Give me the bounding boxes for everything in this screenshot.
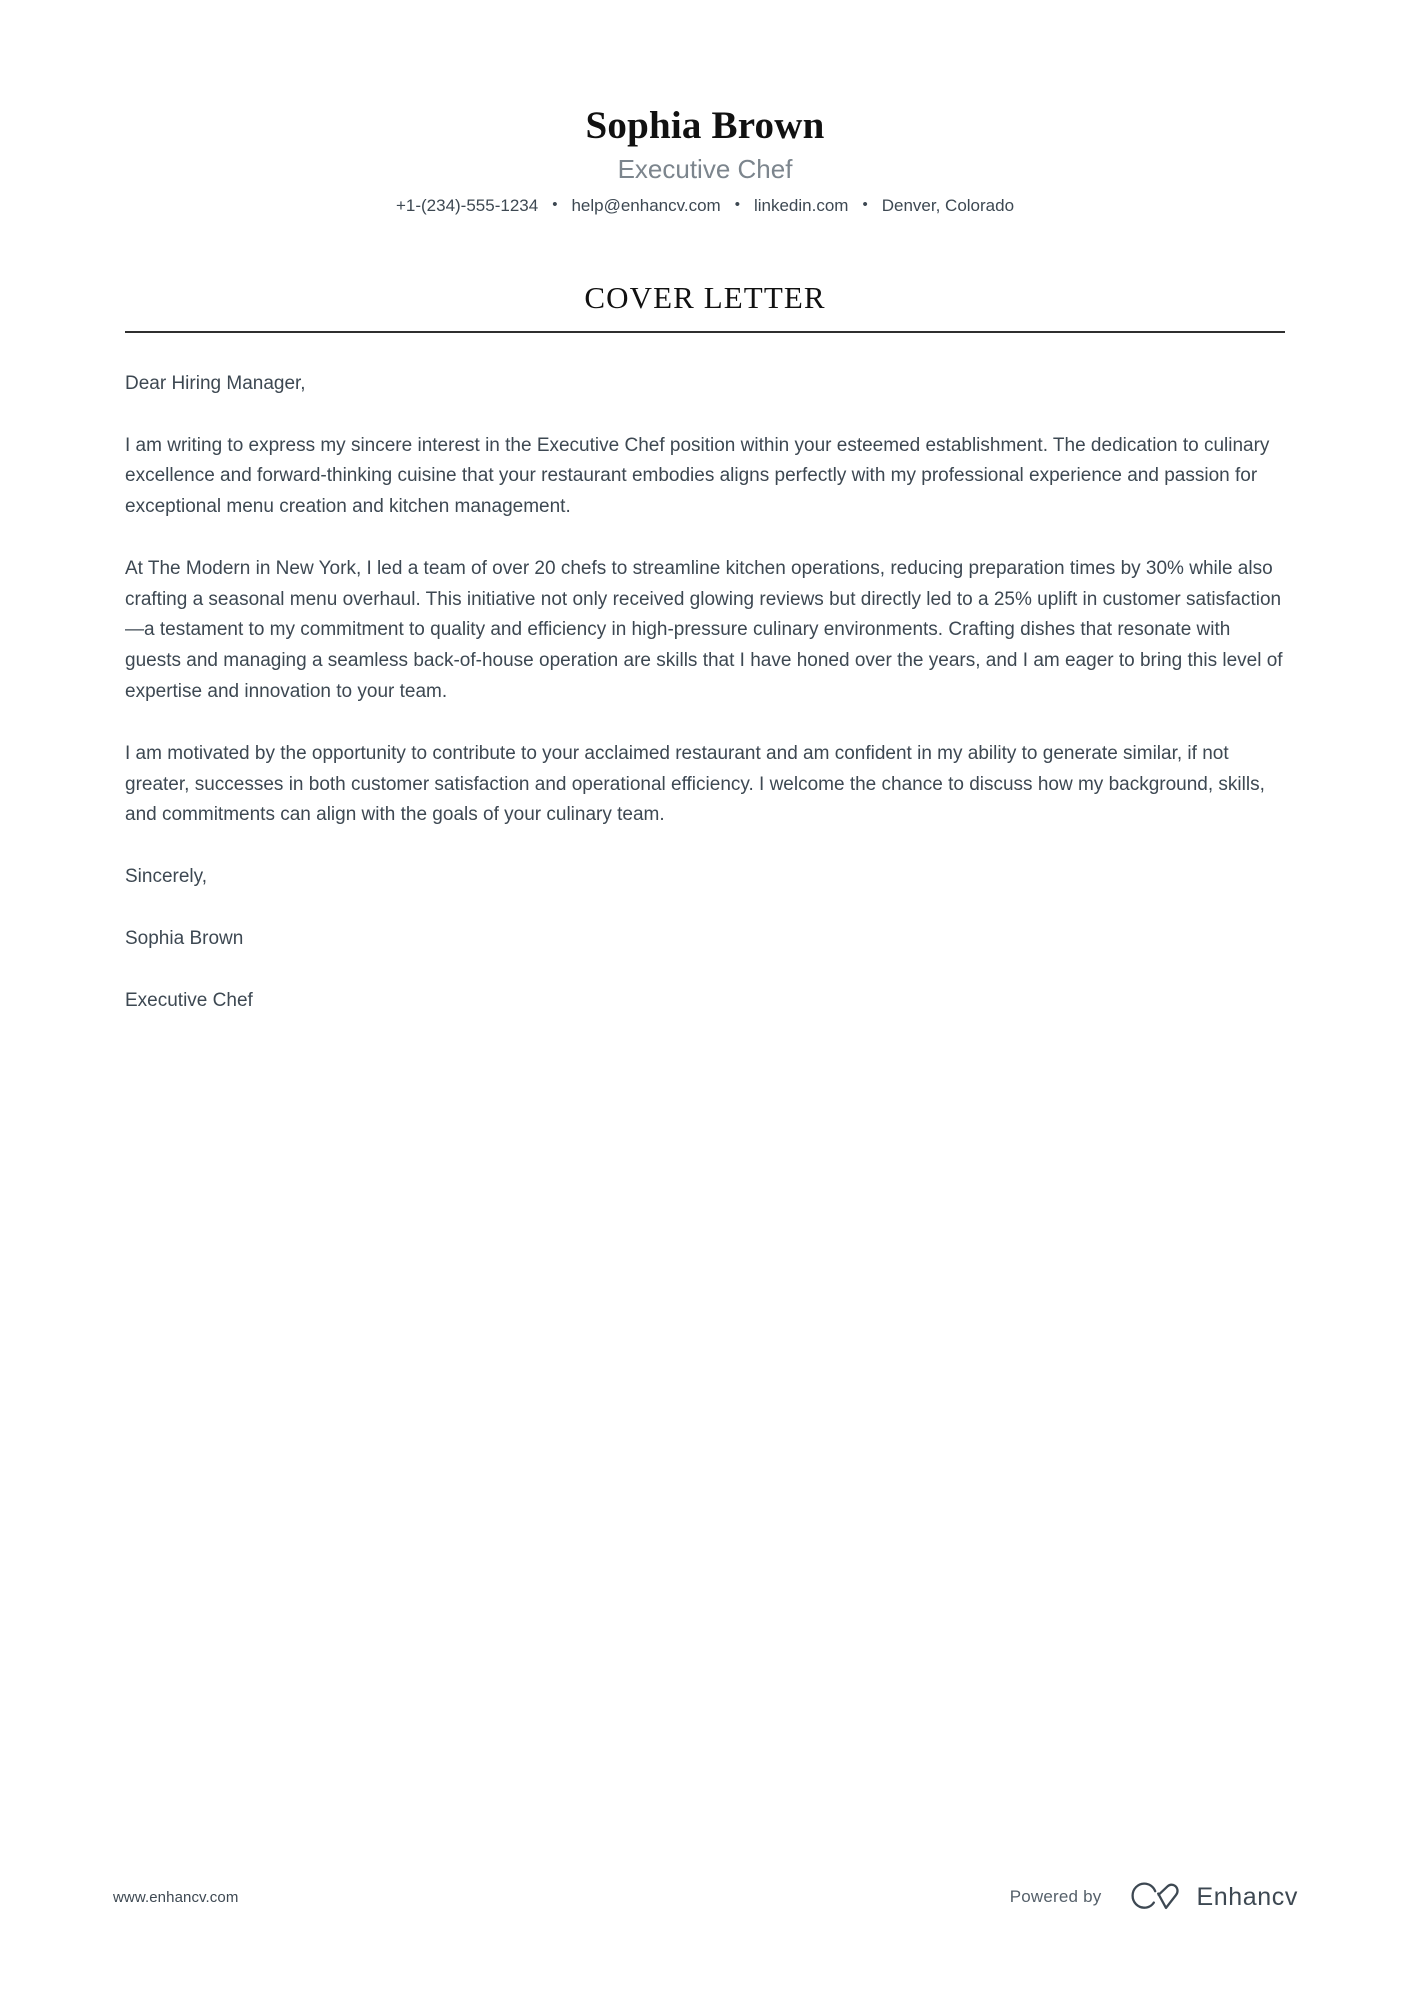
- enhancv-logo-icon: [1128, 1881, 1182, 1913]
- contact-separator-2: •: [734, 196, 740, 214]
- job-title: Executive Chef: [617, 153, 793, 184]
- contact-email[interactable]: help@enhancv.com: [571, 195, 721, 215]
- powered-by-block: [1010, 1881, 1298, 1913]
- footer-website-link[interactable]: www.enhancv.com: [113, 1888, 239, 1906]
- contact-line: [0, 195, 1410, 217]
- enhancv-brand-name: Enhancv: [1196, 1882, 1298, 1911]
- contact-separator-1: •: [552, 196, 558, 214]
- section-title: COVER LETTER: [584, 279, 826, 315]
- letter-paragraph: At The Modern in New York, I led a team of over 20 chefs to streamline kitchen operations, reducing preparation times by 30% while also crafting a seasonal menu overhaul. This initiative not only received glowing reviews but directly led to a 25% uplift in customer satisfaction—a testament to my commitment to quality and efficiency in high-pressure culinary environments. Crafting dishes that resonate with guests and managing a seamless back-of-house operation are skills that I have honed over the years, and I am eager to bring this level of expertise and innovation to your team.: [125, 557, 1283, 702]
- signature-title: Executive Chef: [125, 989, 253, 1011]
- enhancv-brand[interactable]: [1128, 1881, 1299, 1913]
- document-header: [0, 0, 1410, 217]
- powered-by-label: Powered by: [1009, 1887, 1102, 1906]
- signature-name: Sophia Brown: [125, 927, 244, 949]
- document-footer: [0, 1877, 1410, 1917]
- letter-paragraph: I am motivated by the opportunity to contribute to your acclaimed restaurant and am confident in my ability to generate similar, if not greater, successes in both customer satisfaction and operational efficiency. I welcome the chance to discuss how my background, skills, and commitments can align with the goals of your culinary team.: [125, 742, 1265, 826]
- contact-separator-3: •: [862, 196, 868, 214]
- contact-linkedin[interactable]: linkedin.com: [753, 195, 849, 215]
- letter-body: [0, 369, 1410, 1016]
- closing: Sincerely,: [125, 866, 208, 888]
- contact-phone: +1-(234)-555-1234: [395, 195, 539, 215]
- letter-paragraph: I am writing to express my sincere interest in the Executive Chef position within your esteemed establishment. The dedication to culinary excellence and forward-thinking cuisine that your restaurant embodies aligns perfectly with my professional experience and passion for exceptional menu creation and kitchen management.: [125, 434, 1270, 518]
- contact-location: Denver, Colorado: [881, 195, 1015, 215]
- page-title: Sophia Brown: [585, 104, 825, 147]
- cover-letter-section-header: [0, 279, 1410, 333]
- salutation: Dear Hiring Manager,: [125, 372, 306, 394]
- section-divider: [125, 331, 1285, 333]
